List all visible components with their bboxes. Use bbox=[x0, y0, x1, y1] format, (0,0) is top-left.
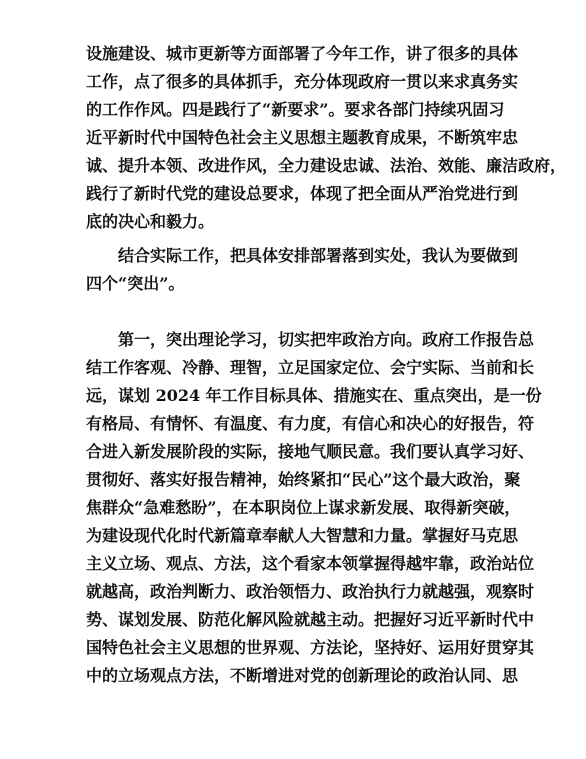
text-line: 第一，突出理论学习，切实把牢政治方向。政府工作报告总 bbox=[118, 330, 535, 349]
text-line: 合进入新发展阶段的实际，接地气顺民意。我们要认真学习好、 bbox=[86, 442, 535, 461]
text-line: 设施建设、城市更新等方面部署了今年工作，讲了很多的具体 bbox=[86, 44, 519, 63]
text-line: 有格局、有情怀、有温度、有力度，有信心和决心的好报告，符 bbox=[86, 414, 535, 433]
text-line: 国特色社会主义思想的世界观、方法论，坚持好、运用好贯穿其 bbox=[86, 638, 535, 657]
text-line: 为建设现代化时代新篇章奉献人大智慧和力量。掌握好马克思 bbox=[86, 526, 519, 545]
text-line: 主义立场、观点、方法，这个看家本领掌握得越牢靠，政治站位 bbox=[86, 554, 535, 573]
text-line: 中的立场观点方法，不断增进对党的创新理论的政治认同、思 bbox=[86, 666, 519, 685]
text-line: 焦群众“急难愁盼”，在本职岗位上谋求新发展、取得新突破， bbox=[86, 498, 521, 517]
paragraph-3 bbox=[86, 326, 542, 690]
text-line: 结合实际工作，把具体安排部署落到实处，我认为要做到 bbox=[118, 246, 519, 265]
text-line: 诚、提升本领、改进作风，全力建设忠诚、法治、效能、廉洁政府， bbox=[86, 156, 567, 175]
text-line: 践行了新时代党的建设总要求，体现了把全面从严治党进行到 bbox=[86, 184, 519, 203]
text-line: 就越高，政治判断力、政治领悟力、政治执行力就越强，观察时 bbox=[86, 582, 535, 601]
text-line: 贯彻好、落实好报告精神，始终紧扣“民心”这个最大政治，聚 bbox=[86, 470, 521, 489]
text-line: 工作，点了很多的具体抓手，充分体现政府一贯以来求真务实 bbox=[86, 72, 519, 91]
paragraph-1 bbox=[86, 40, 567, 236]
paragraph-2 bbox=[86, 242, 519, 298]
text-line: 底的决心和毅力。 bbox=[86, 212, 215, 231]
text-line: 近平新时代中国特色社会主义思想主题教育成果，不断筑牢忠 bbox=[86, 128, 519, 147]
text-line: 势、谋划发展、防范化解风险就越主动。把握好习近平新时代中 bbox=[86, 610, 535, 629]
text-line: 结工作客观、冷静、理智，立足国家定位、会宁实际、当前和长 bbox=[86, 358, 535, 377]
text-line: 远，谋划 2024 年工作目标具体、措施实在、重点突出，是一份 bbox=[86, 386, 542, 405]
text-line: 四个“突出”。 bbox=[86, 274, 185, 293]
text-line: 的工作作风。四是践行了“新要求”。要求各部门持续巩固习 bbox=[86, 100, 505, 119]
